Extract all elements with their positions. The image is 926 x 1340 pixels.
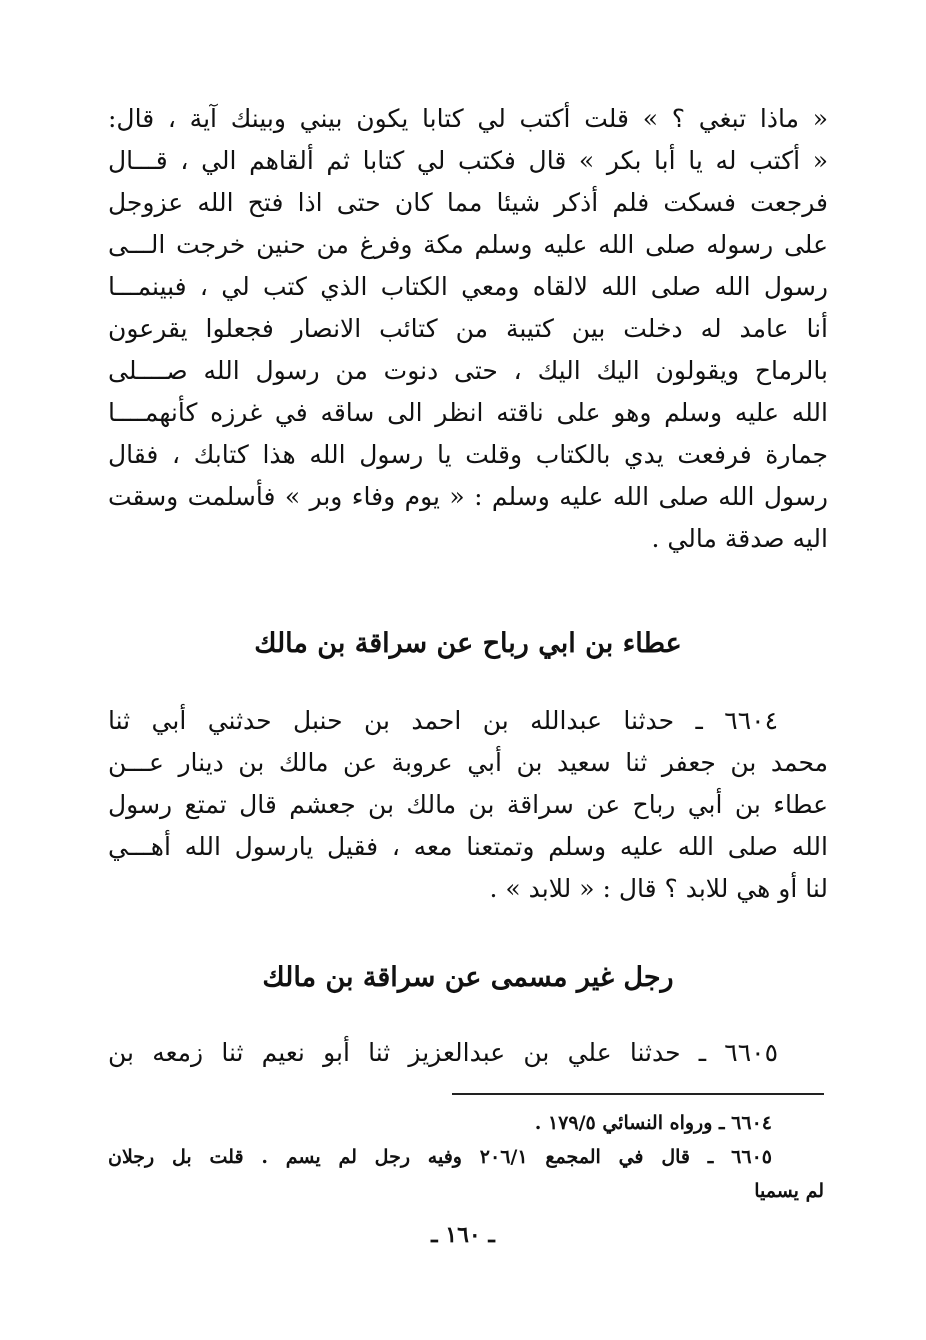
page-number: ـ ١٦٠ ـ [431,1222,495,1248]
paragraph-1-line: اليه صدقة مالي . [651,524,828,553]
footnote-line: ٦٦٠٤ ـ ورواه النسائي ١٧٩/٥ . [534,1112,772,1134]
section-heading-2: رجل غير مسمى عن سراقة بن مالك [262,962,674,993]
footnote-divider [452,1093,824,1095]
paragraph-1-line: رسول الله صلى الله لالقاه ومعي الكتاب الذي كتب لي ، فبينمـــا [108,272,828,301]
paragraph-2-line: لنا أو هي للابد ؟ قال : « للابد » . [489,874,828,903]
paragraph-1-line: فرجعت فسكت فلم أذكر شيئا مما كان حتى اذا فتح الله عزوجل [108,188,828,217]
paragraph-2-line: عطاء بن أبي رباح عن سراقة بن مالك بن جعشم قال تمتع رسول [108,790,828,819]
paragraph-3-line: ٦٦٠٥ ـ حدثنا علي بن عبدالعزيز ثنا أبو نعيم ثنا زمعه بن [108,1038,778,1067]
paragraph-1-line: بالرماح ويقولون اليك اليك ، حتى دنوت من رسول الله صــــلى [108,356,828,385]
paragraph-3 [108,1032,828,1074]
paragraph-2-line: الله صلى الله عليه وسلم وتمتعنا معه ، فقيل يارسول الله أهـــي [108,832,828,861]
paragraph-1 [108,98,828,560]
paragraph-1-line: أنا عامد له دخلت بين كتيبة من كتائب الانصار فجعلوا يقرعون [108,314,828,343]
section-heading-1: عطاء بن ابي رباح عن سراقة بن مالك [254,628,682,659]
footnote-line: ٦٦٠٥ ـ قال في المجمع ٢٠٦/١ وفيه رجل لم يسم . قلت بل رجلان [108,1146,772,1168]
footnote-line: لم يسميا [754,1180,824,1202]
paragraph-2-line: ٦٦٠٤ ـ حدثنا عبدالله بن احمد بن حنبل حدثني أبي ثنا [108,706,778,735]
paragraph-1-line: جمارة فرفعت يدي بالكتاب وقلت يا رسول الله هذا كتابك ، فقال [108,440,828,469]
paragraph-1-line: على رسوله صلى الله عليه وسلم مكة وفرغ من حنين خرجت الـــى [108,230,828,259]
paragraph-1-line: الله عليه وسلم وهو على ناقته انظر الى ساقه في غرزه كأنهمــــا [108,398,828,427]
paragraph-2 [108,700,828,910]
paragraph-1-line: رسول الله صلى الله عليه وسلم : « يوم وفاء وبر » فأسلمت وسقت [108,482,828,511]
footnotes [108,1106,824,1208]
paragraph-1-line: « أكتب له يا أبا بكر » قال فكتب لي كتابا ثم ألقاهم الي ، قـــال [108,146,828,175]
paragraph-1-line: « ماذا تبغي ؟ » قلت أكتب لي كتابا يكون بيني وبينك آية ، قال: [108,104,828,133]
paragraph-2-line: محمد بن جعفر ثنا سعيد بن أبي عروبة عن مالك بن دينار عـــن [108,748,828,777]
